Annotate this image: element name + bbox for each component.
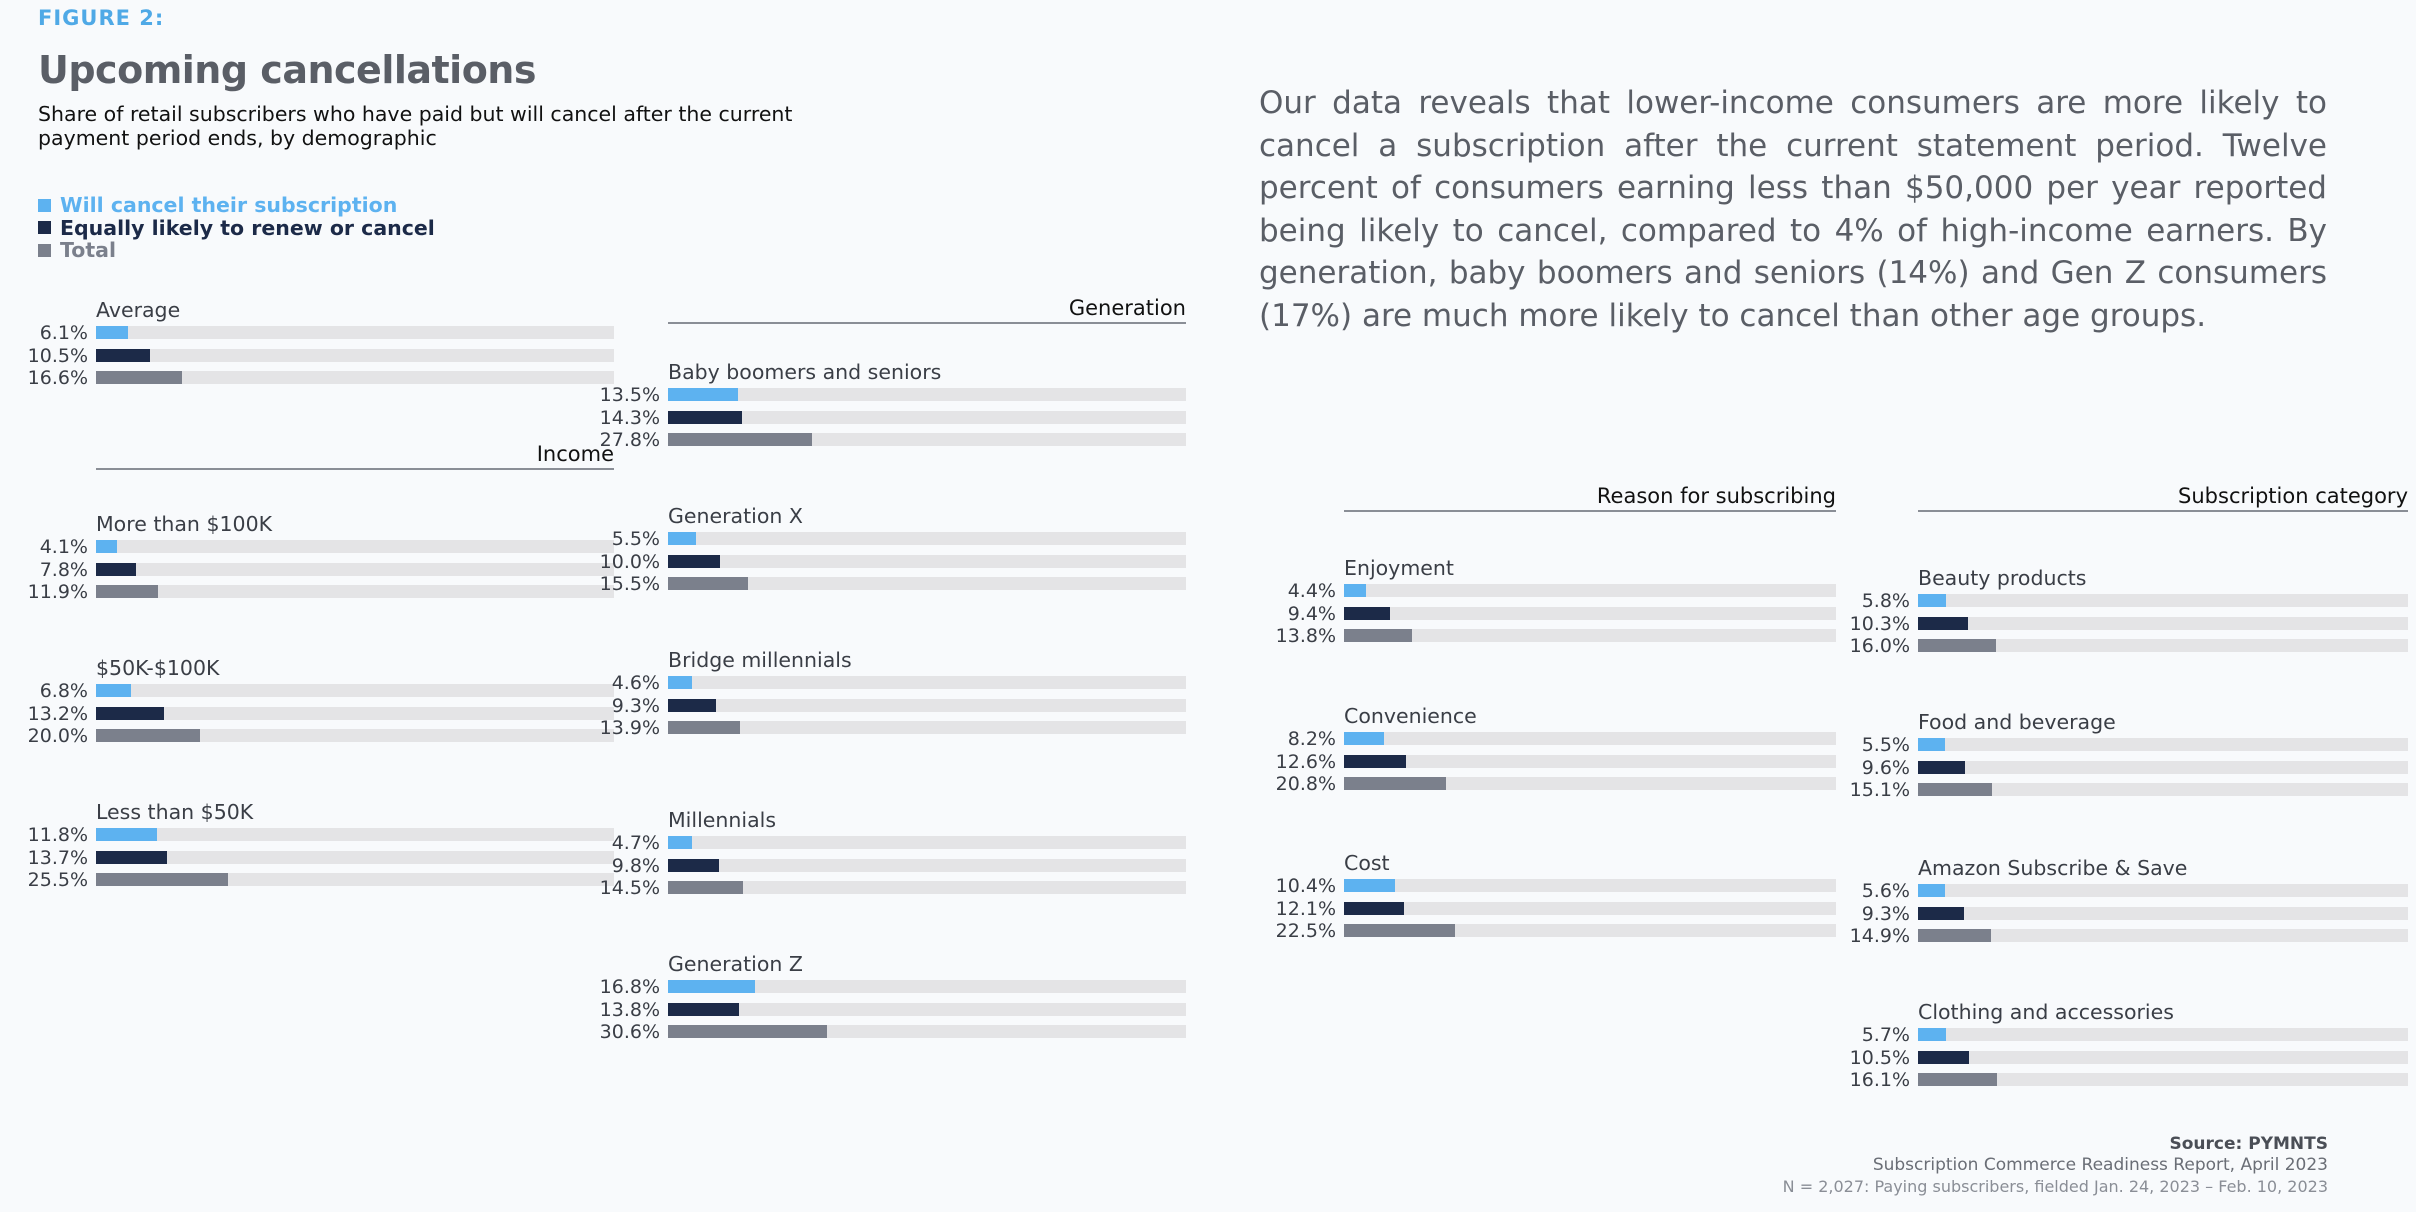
bar [96,873,228,886]
group-label: Generation Z [668,952,803,976]
bar [1344,629,1412,642]
value-label: 16.6% [27,367,88,389]
bar [1344,607,1390,620]
bar-track [1344,607,1836,620]
bar [1918,594,1946,607]
value-label: 10.5% [27,344,88,367]
bar-track [1344,755,1836,768]
bar [668,555,720,568]
value-label: 20.8% [1275,773,1336,795]
panel-average [8,298,622,389]
value-label: 9.3% [611,694,660,717]
group-label: Average [96,298,181,322]
section-header: Income [96,442,614,470]
bar [668,699,716,712]
bar [1918,761,1965,774]
bar [1918,1073,1997,1086]
value-label: 8.2% [1287,728,1336,750]
value-label: 14.3% [599,406,660,429]
bar-track [1918,929,2408,942]
section-header: Generation [668,296,1186,324]
value-label: 14.9% [1849,925,1910,947]
bar [1918,783,1992,796]
bar-track [96,851,614,864]
bar [96,371,182,384]
bar-track [1344,902,1836,915]
bar-track [668,532,1186,545]
bar-track [96,349,614,362]
bar-track [1918,907,2408,920]
bar [96,349,150,362]
legend-swatch [38,221,51,234]
bar [1918,639,1996,652]
bar-track [1918,594,2408,607]
bar [96,828,157,841]
panel-reason [1256,484,1844,942]
bar [1918,929,1991,942]
group-label: More than $100K [96,512,273,536]
source-title: Source: PYMNTS [2169,1134,2328,1154]
value-label: 13.8% [599,998,660,1021]
bar [1344,732,1384,745]
bar-track [668,388,1186,401]
value-label: 13.8% [1275,625,1336,647]
value-label: 4.7% [611,832,660,854]
group-label: Baby boomers and seniors [668,360,942,384]
bar-track [1344,584,1836,597]
bar-track [668,1003,1186,1016]
bar [668,532,696,545]
bar [96,851,167,864]
value-label: 10.5% [1849,1046,1910,1069]
bar [668,881,743,894]
bar [668,859,719,872]
bar-track [96,563,614,576]
value-label: 5.5% [611,528,660,550]
value-label: 9.8% [611,854,660,877]
value-label: 13.7% [27,846,88,869]
legend-swatch [38,199,51,212]
value-label: 20.0% [27,725,88,747]
value-label: 6.8% [39,680,88,702]
bar-track [1918,1028,2408,1041]
legend-label: Total [60,238,117,262]
value-label: 9.3% [1861,902,1910,925]
source-report: Subscription Commerce Readiness Report, April 2023 [1872,1155,2328,1175]
value-label: 13.9% [599,717,660,739]
value-label: 11.9% [27,581,88,603]
bar [96,585,158,598]
bar [1344,924,1455,937]
legend-item-total [38,239,435,262]
chart-subtitle: Share of retail subscribers who have paid but will cancel after the current payment period ends, by demographic [38,102,793,150]
value-label: 10.3% [1849,612,1910,635]
source-block [1783,1134,2328,1197]
value-label: 16.1% [1849,1069,1910,1091]
value-label: 5.6% [1861,880,1910,902]
value-label: 5.7% [1861,1024,1910,1046]
group-label: Millennials [668,808,777,832]
value-label: 25.5% [27,869,88,891]
value-label: 16.8% [599,976,660,998]
bar [1918,884,1945,897]
legend [38,194,435,262]
bar [668,577,748,590]
value-label: 4.6% [611,672,660,694]
bar-track [668,411,1186,424]
value-label: 22.5% [1275,920,1336,942]
chart-title: Upcoming cancellations [38,48,536,92]
bar-track [96,540,614,553]
bar-track [1918,1051,2408,1064]
bar [1344,584,1366,597]
bar-track [668,699,1186,712]
bar [1918,907,1964,920]
bar [668,980,755,993]
bar-track [96,828,614,841]
value-label: 4.1% [39,536,88,558]
legend-label: Equally likely to renew or cancel [60,215,435,240]
group-label: Amazon Subscribe & Save [1918,856,2188,880]
value-label: 11.8% [27,824,88,846]
bar [1344,755,1406,768]
value-label: 15.1% [1849,779,1910,801]
value-label: 10.4% [1275,875,1336,897]
group-label: Generation X [668,504,803,528]
bar [96,326,128,339]
bar-track [1918,884,2408,897]
legend-item-equally-likely [38,217,435,240]
value-label: 16.0% [1849,635,1910,657]
bar-track [668,859,1186,872]
bar [1918,617,1968,630]
group-label: Beauty products [1918,566,2087,590]
value-label: 7.8% [39,558,88,581]
value-label: 6.1% [39,322,88,344]
value-label: 30.6% [599,1021,660,1043]
bar-track [1344,732,1836,745]
value-label: 10.0% [599,550,660,573]
bar-track [668,555,1186,568]
value-label: 27.8% [599,429,660,451]
group-label: Less than $50K [96,800,254,824]
source-sample: N = 2,027: Paying subscribers, fielded Jan. 24, 2023 – Feb. 10, 2023 [1782,1177,2328,1196]
bar [1344,777,1446,790]
legend-item-will-cancel [38,194,435,217]
value-label: 13.2% [27,702,88,725]
bar-track [1344,629,1836,642]
bar [668,1025,827,1038]
section-header: Reason for subscribing [1344,484,1836,512]
value-label: 12.6% [1275,750,1336,773]
bar [96,707,164,720]
value-label: 5.5% [1861,734,1910,756]
bar [1918,1051,1969,1064]
section-header: Subscription category [1918,484,2408,512]
value-label: 4.4% [1287,580,1336,602]
group-label: Bridge millennials [668,648,852,672]
bar [668,433,812,446]
panel-income [8,442,622,891]
bar-track [668,881,1186,894]
value-label: 5.8% [1861,590,1910,612]
bar [668,836,692,849]
figure-label: FIGURE 2: [38,6,165,30]
value-label: 13.5% [599,384,660,406]
bar-track [1918,738,2408,751]
bar [668,676,692,689]
bar [96,563,136,576]
bar-track [96,707,614,720]
bar-track [1344,879,1836,892]
group-label: Food and beverage [1918,710,2116,734]
bar [668,411,742,424]
bar [96,540,117,553]
bar [96,729,200,742]
bar-track [96,684,614,697]
legend-label: Will cancel their subscription [60,193,398,217]
bar [668,721,740,734]
bar-track [668,676,1186,689]
value-label: 15.5% [599,573,660,595]
group-label: $50K-$100K [96,656,220,680]
group-label: Enjoyment [1344,556,1454,580]
value-label: 14.5% [599,877,660,899]
bar [96,684,131,697]
value-label: 9.4% [1287,602,1336,625]
panel-category [1830,484,2416,1091]
group-label: Convenience [1344,704,1477,728]
bar [668,388,738,401]
bar-track [668,836,1186,849]
bar [1344,879,1395,892]
bar-track [1918,761,2408,774]
bar [1344,902,1404,915]
body-text: Our data reveals that lower-income consumers are more likely to cancel a subscription after the current statement period. Twelve percent of consumers earning less than $50,000 per year reported being likely to cancel, compared to 4% of high-income earners. By generation, baby boomers and seniors (14%) and Gen Z consumers (17%) are much more likely to cancel than other age groups. [1259,85,2327,334]
panel-generation [580,296,1194,1043]
bar [1918,738,1945,751]
value-label: 12.1% [1275,897,1336,920]
value-label: 9.6% [1861,756,1910,779]
bar-track [1918,617,2408,630]
bar-track [96,326,614,339]
bar [668,1003,739,1016]
bar-track [96,585,614,598]
group-label: Clothing and accessories [1918,1000,2174,1024]
bar-track [668,721,1186,734]
legend-swatch [38,244,51,257]
group-label: Cost [1344,851,1390,875]
bar [1918,1028,1946,1041]
